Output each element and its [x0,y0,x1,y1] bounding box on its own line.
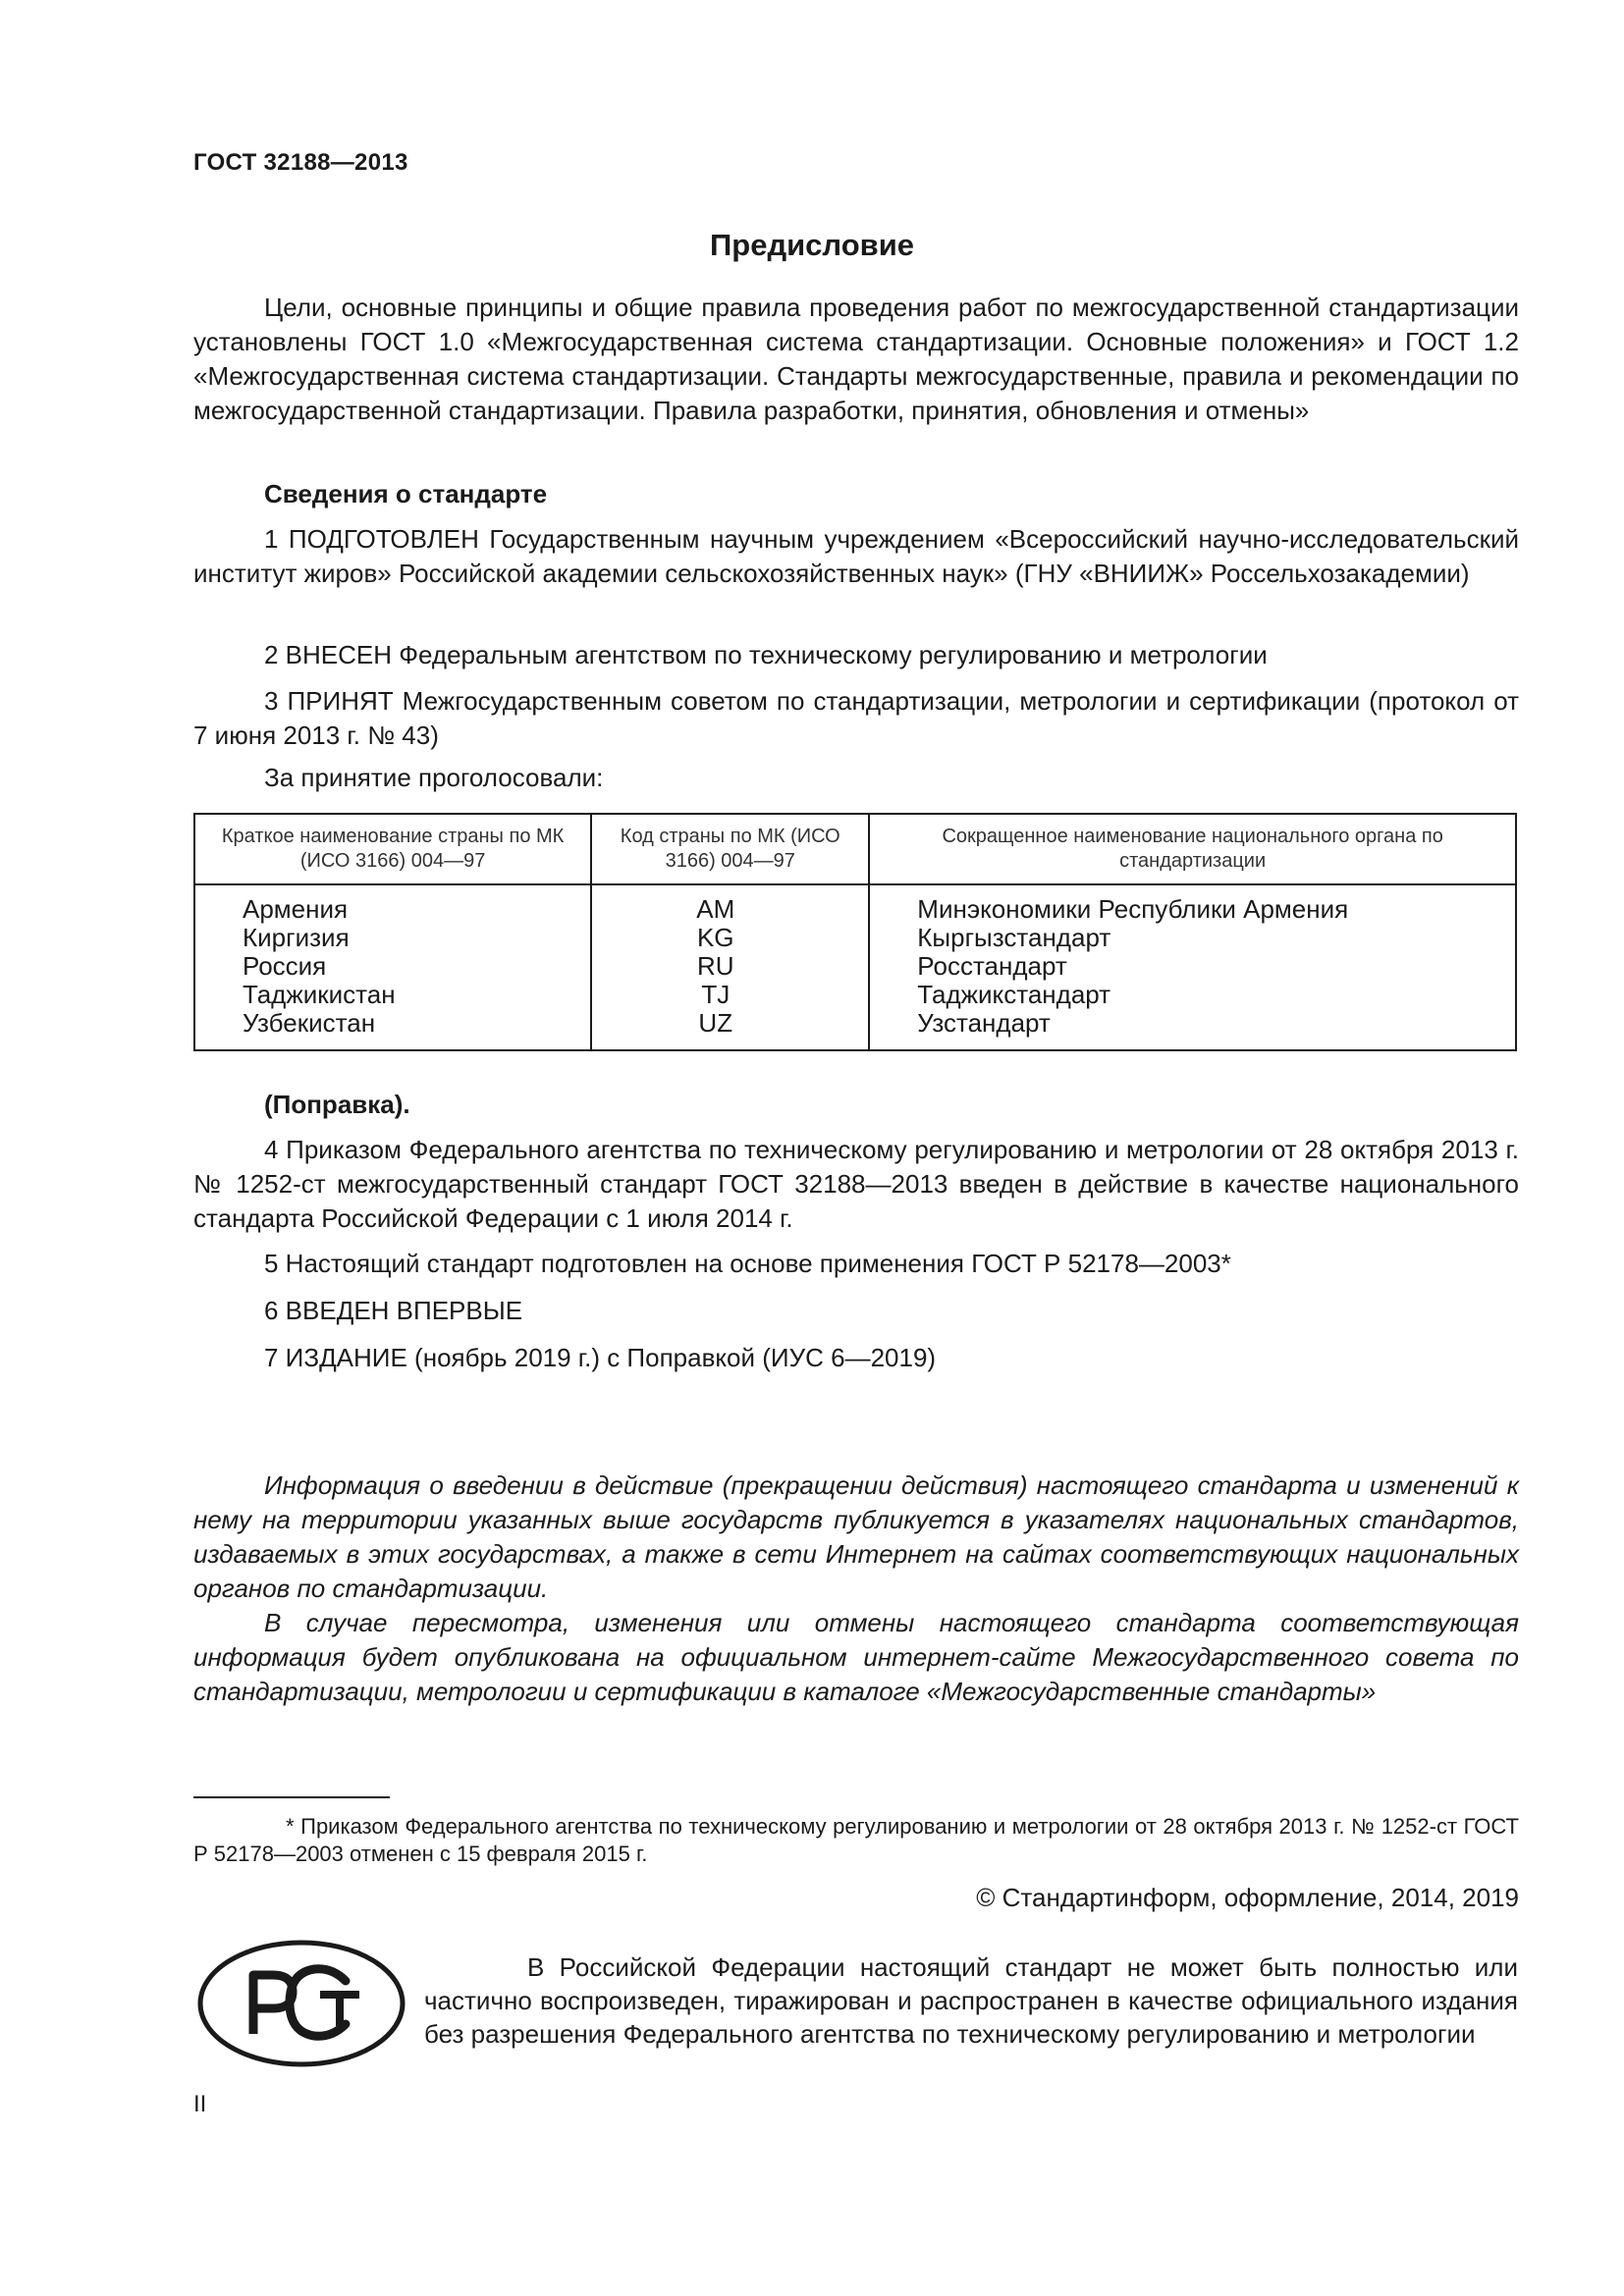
item-6: 6 ВВЕДЕН ВПЕРВЫЕ [264,1296,523,1325]
table-cell-code: RU [696,951,734,981]
item-5-block [193,1247,1519,1281]
table-cell-country: Армения [243,894,349,924]
document-code: ГОСТ 32188—2013 [193,149,408,176]
table-header-row [194,814,1516,884]
info-heading: Сведения о стандарте [264,479,548,508]
item-5: 5 Настоящий стандарт подготовлен на основе применения ГОСТ Р 52178—2003* [264,1249,1231,1278]
table-cell-country: Узбекистан [243,1008,376,1038]
intro-block [193,291,1519,428]
italic-note-2: В случае пересмотра, изменения или отмены настоящего стандарта соответствующая информация будет опубликована на официальном интернет-сайте Межгосударственного совета по стандартизации, метрологии и сертификации в каталоге «Межгосударственные стандарты» [193,1608,1519,1706]
item-2: 2 ВНЕСЕН Федеральным агентством по техническому регулированию и метрологии [264,640,1268,669]
table-cell-body: Таджикстандарт [917,980,1111,1009]
footnote [193,1813,1519,1868]
item-2-block [193,638,1519,672]
page-title: Предисловие [709,228,914,262]
item-1-block [193,522,1519,591]
table-header-code: Код страны по МК (ИСО 3166) 004—97 [591,814,869,884]
table-cell-body: Минэкономики Республики Армения [917,894,1349,924]
country-column [194,884,591,1050]
table-header-body: Сокращенное наименование национального органа по стандартизации [869,814,1516,884]
table-cell-code: TJ [701,980,731,1009]
info-heading-block [193,477,1519,511]
table-cell-body: Росстандарт [917,951,1067,981]
table-cell-country: Киргизия [243,923,350,952]
table-cell-body: Узстандарт [917,1008,1051,1038]
italic-note-1: Информация о введении в действие (прекращении действия) настоящего стандарта и изменений к нему на территории указанных выше государств публикуется в указателях национальных стандартов, издаваемых в этих государствах, а также в сети Интернет на сайтах соответствующих национальных органов по стандартизации. [193,1470,1519,1603]
table-body-row [194,884,1516,1050]
item-3: 3 ПРИНЯТ Межгосударственным советом по стандартизации, метрологии и сертификации (протокол от 7 июня 2013 г. № 43) [193,686,1519,750]
copyright-notice [424,1950,1518,2051]
page-number: II [193,2091,207,2117]
footnote-text: * Приказом Федерального агентства по техническому регулированию и метрологии от 28 октября 2013 г. № 1252-ст ГОСТ Р 52178—2003 отменен с 15 февраля 2015 г. [193,1814,1519,1866]
amendment-block [193,1088,1519,1122]
table-cell-body: Кыргызстандарт [917,923,1111,952]
copyright-notice-text: В Российской Федерации настоящий стандарт не может быть полностью или частично воспроизведен, тиражирован и распространен в качестве официального издания без разрешения Федерального агентства по техническому регулированию и метрологии [424,1952,1518,2049]
body-column [869,884,1516,1050]
amendment-note: (Поправка). [264,1090,410,1119]
table-cell-code: UZ [698,1008,733,1038]
table-cell-code: KG [696,923,734,952]
rst-certification-mark-icon [196,1938,406,2074]
table-cell-country: Таджикистан [243,980,396,1009]
item-7-block [193,1341,1519,1375]
item-4-block [193,1133,1519,1236]
intro-paragraph: Цели, основные принципы и общие правила проведения работ по межгосударственной стандартизации установлены ГОСТ 1.0 «Межгосударственная система стандартизации. Основные положения» и ГОСТ 1.2 «Межгосударственная система стандартизации. Стандарты межгосударственные, правила и рекомендации по межгосударственной стандартизации. Правила разработки, принятия, обновления и отмены» [193,293,1519,425]
table-cell-country: Россия [243,951,327,981]
table-cell-code: AM [696,894,735,924]
item-4: 4 Приказом Федерального агентства по техническому регулированию и метрологии от 28 октября 2013 г. № 1252-ст межгосударственный стандарт ГОСТ 32188—2013 введен в действие в качестве национального стандарта Российской Федерации с 1 июля 2014 г. [193,1135,1519,1233]
footnote-divider [193,1796,390,1798]
item-3-block [193,684,1519,753]
item-6-block [193,1294,1519,1328]
vote-intro: За принятие проголосовали: [264,763,604,792]
table-header-country: Краткое наименование страны по МК (ИСО 3166) 004—97 [194,814,591,884]
item-7: 7 ИЗДАНИЕ (ноябрь 2019 г.) с Поправкой (ИУС 6—2019) [264,1343,937,1372]
item-1: 1 ПОДГОТОВЛЕН Государственным научным учреждением «Всероссийский научно-исследовательский институт жиров» Российской академии сельскохозяйственных наук» (ГНУ «ВНИИЖ» Россельхозакадемии) [193,524,1519,588]
code-column [591,884,869,1050]
italic-notes-block [193,1468,1519,1709]
voting-table [193,813,1517,1051]
vote-intro-block [193,761,1519,795]
copyright: © Стандартинформ, оформление, 2014, 2019 [976,1883,1519,1912]
